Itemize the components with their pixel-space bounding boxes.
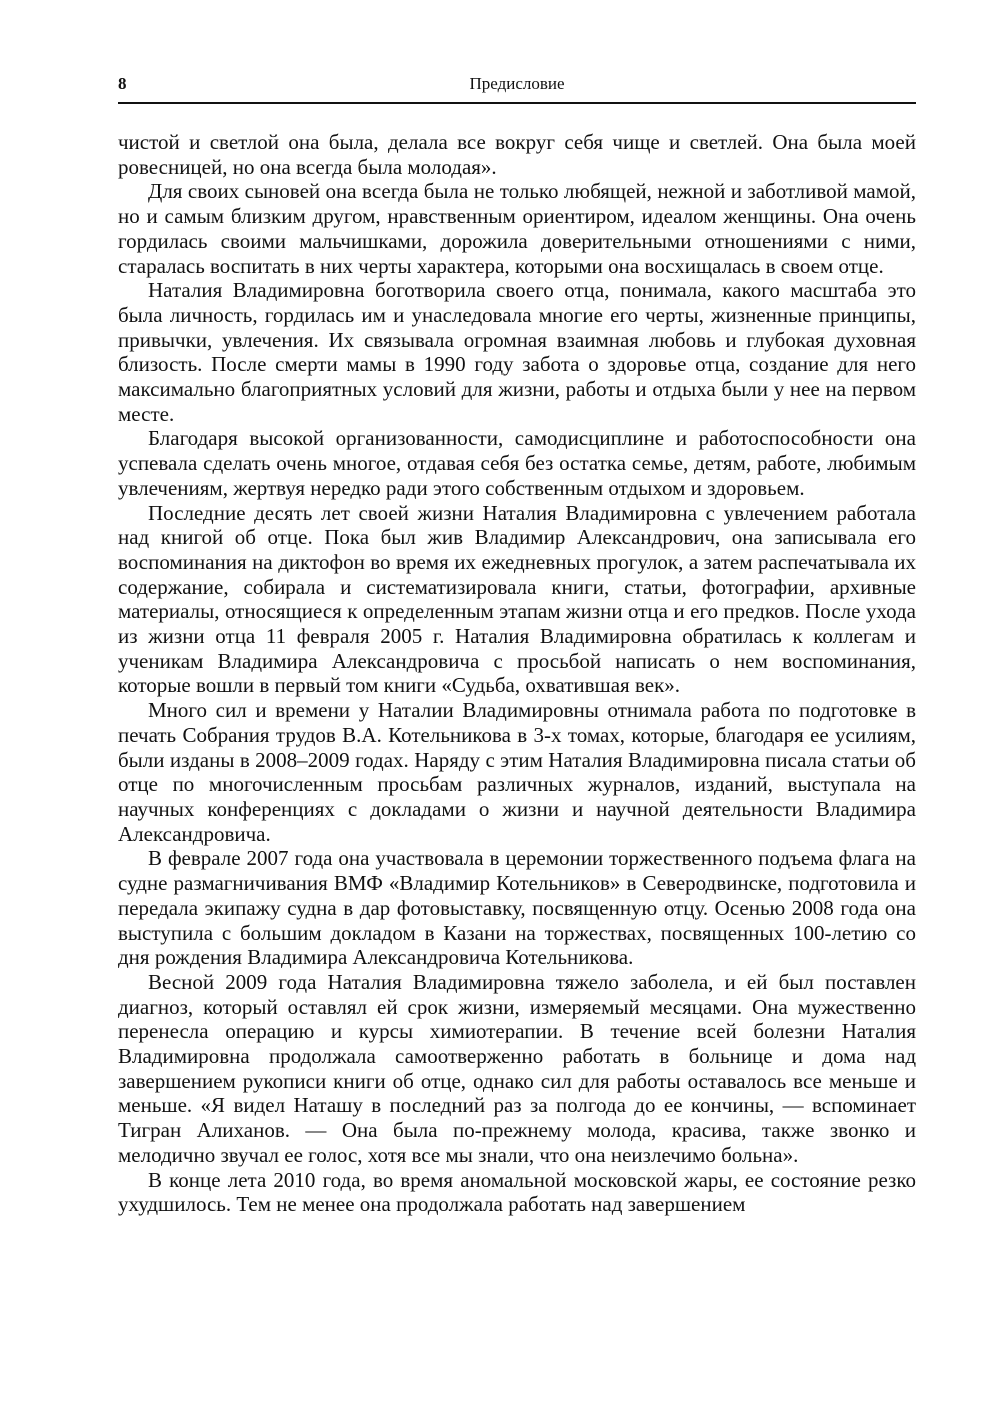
section-title: Предисловие <box>469 74 565 93</box>
body-text <box>118 130 916 1217</box>
page-number: 8 <box>118 74 127 93</box>
paragraph: Последние десять лет своей жизни Наталия Владимировна с увлечением работала над книгой об отце. Пока был жив Владимир Александрович, она записывала его воспоминания на диктофон во время их ежедневных прогулок, а затем распечатывала их содержание, собирала и систематизировала книги, статьи, фотографии, архивные материалы, относящиеся к определенным этапам жизни отца и его предков. После ухода из жизни отца 11 февраля 2005 г. Наталия Владимировна обратилась к коллегам и ученикам Владимира Александровича с просьбой написать о нем воспоминания, которые вошли в первый том книги «Судьба, охватившая век». <box>118 500 916 698</box>
paragraph: Наталия Владимировна боготворила своего отца, понимала, какого масштаба это была личность, гордилась им и унаследовала многие его черты, жизненные принципы, привычки, увлечения. Их связывала огромная взаимная любовь и глубокая духовная близость. После смерти мамы в 1990 году забота о здоровье отца, создание для него максимально благоприятных условий для жизни, работы и отдыха были у нее на первом месте. <box>118 278 916 426</box>
paragraph-continued: чистой и светлой она была, делала все вокруг себя чище и светлей. Она была моей ровесницей, но она всегда была молодая». <box>118 130 916 179</box>
paragraph: В конце лета 2010 года, во время аномальной московской жары, ее состояние резко ухудшилось. Тем не менее она продолжала работать над завершением <box>118 1167 916 1217</box>
paragraph: Много сил и времени у Наталии Владимировны отнимала работа по подготовке в печать Собрания трудов В.А. Котельникова в 3-х томах, которые, благодаря ее усилиям, были изданы в 2008–2009 годах. Наряду с этим Наталия Владимировна писала статьи об отце по многочисленным просьбам различных журналов, изданий, выступала на научных конференциях с докладами о жизни и научной деятельности Владимира Александровича. <box>118 698 916 846</box>
paragraph: В феврале 2007 года она участвовала в церемонии торжественного подъема флага на судне размагничивания ВМФ «Владимир Котельников» в Северодвинске, подготовила и передала экипажу судна в дар фотовыставку, посвященную отцу. Осенью 2008 года она выступила с большим докладом в Казани на торжествах, посвященных 100-летию со дня рождения Владимира Александровича Котельникова. <box>118 846 916 970</box>
paragraph: Для своих сыновей она всегда была не только любящей, нежной и заботливой мамой, но и самым близким другом, нравственным ориентиром, идеалом женщины. Она очень гордилась своими мальчишками, дорожила доверительными отношениями с ними, старалась воспитать в них черты характера, которыми она восхищалась в своем отце. <box>118 179 916 278</box>
paragraph: Весной 2009 года Наталия Владимировна тяжело заболела, и ей был поставлен диагноз, который оставлял ей срок жизни, измеряемый месяцами. Она мужественно перенесла операцию и курсы химиотерапии. В течение всей болезни Наталия Владимировна продолжала самоотверженно работать в больнице и дома над завершением рукописи книги об отце, однако сил для работы оставалось все меньше и меньше. «Я видел Наташу в последний раз за полгода до ее кончины, — вспоминает Тигран Алиханов. — Она была по-прежнему молода, красива, также звонко и мелодично звучал ее голос, хотя все мы знали, что она неизлечимо больна». <box>118 969 916 1167</box>
paragraph: Благодаря высокой организованности, самодисциплине и работоспособности она успевала сделать очень многое, отдавая себя без остатка семье, детям, работе, любимым увлечениям, жертвуя нередко ради этого собственным отдыхом и здоровьем. <box>118 426 916 500</box>
running-header <box>118 70 916 104</box>
